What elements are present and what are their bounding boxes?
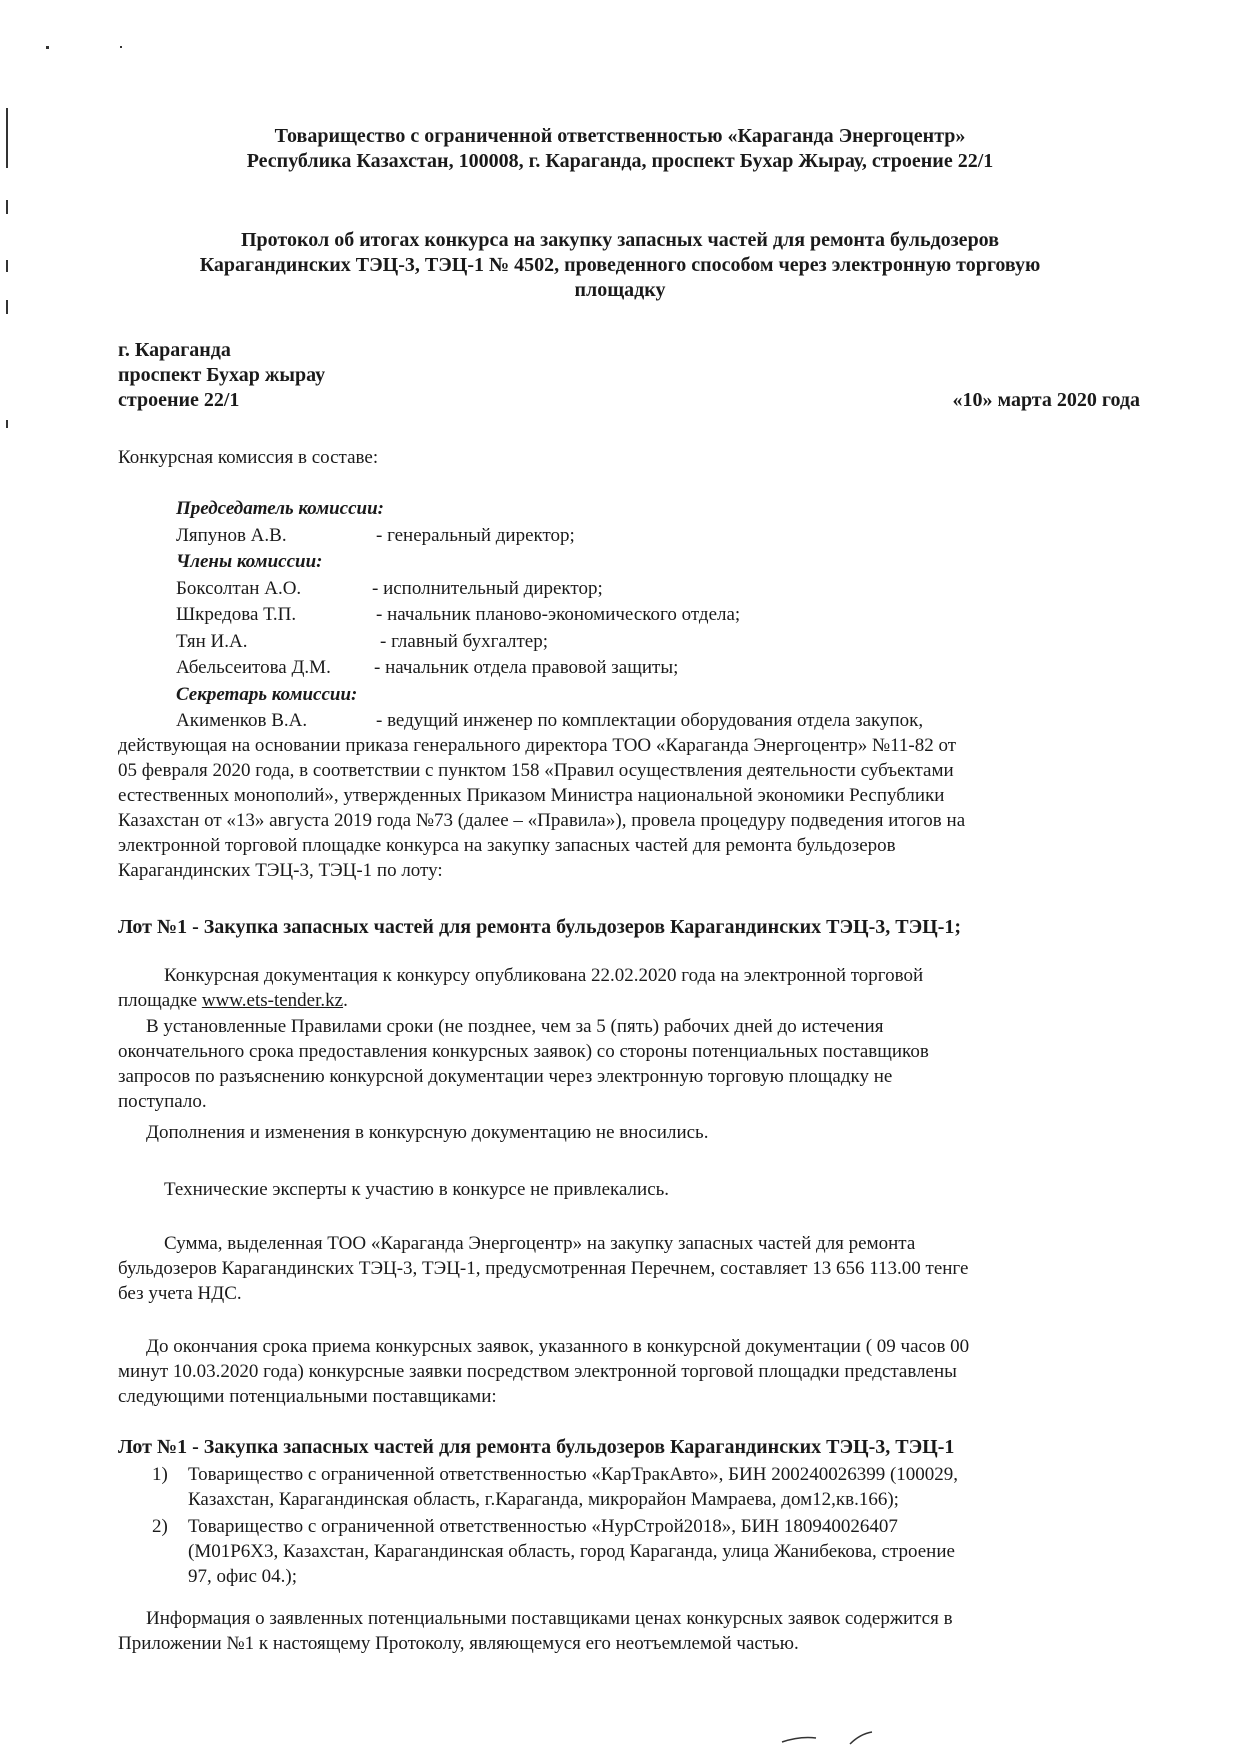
- text-line: Казахстан, Карагандинская область, г.Караганда, микрорайон Мамраева, дом12,кв.166);: [188, 1489, 899, 1510]
- member-role: - начальник планово-экономического отдела;: [376, 604, 741, 625]
- text-line: электронной торговой площадке конкурса на закупку запасных частей для ремонта бульдозеров: [118, 835, 896, 856]
- supplier-text: [188, 1462, 1158, 1512]
- commission-list: [176, 496, 1116, 735]
- text-line: следующими потенциальными поставщиками:: [118, 1386, 497, 1407]
- member-name: Абельсеитова Д.М.: [176, 657, 331, 678]
- chair-row: [176, 523, 1116, 550]
- text-line: До окончания срока приема конкурсных заявок, указанного в конкурсной документации ( 09 часов 00: [146, 1336, 970, 1357]
- supplier-item: [152, 1514, 1158, 1589]
- scan-mark: [6, 260, 8, 272]
- member-role: - ведущий инженер по комплектации оборудования отдела закупок,: [376, 710, 924, 731]
- member-role: - начальник отдела правовой защиты;: [374, 657, 679, 678]
- text-fragment: .: [343, 990, 348, 1011]
- member-row: [176, 602, 1116, 629]
- text-line: Казахстан от «13» августа 2019 года №73 (далее – «Правила»), провела процедуру подведения итогов на: [118, 810, 966, 831]
- text-line: Приложении №1 к настоящему Протоколу, являющемуся его неотъемлемой частью.: [118, 1633, 799, 1654]
- members-heading: Члены комиссии:: [176, 551, 323, 572]
- member-name: Акименков В.А.: [176, 710, 308, 731]
- text-line: Дополнения и изменения в конкурсную документацию не вносились.: [146, 1122, 709, 1143]
- text-line: запросов по разъяснению конкурсной документации через электронную торговую площадку не: [118, 1066, 893, 1087]
- scan-mark: [6, 108, 8, 168]
- org-address: Республика Казахстан, 100008, г. Караганда, проспект Бухар Жырау, строение 22/1: [246, 150, 994, 172]
- text-line: Сумма, выделенная ТОО «Караганда Энергоцентр» на закупку запасных частей для ремонта: [164, 1233, 916, 1254]
- secretary-heading: Секретарь комиссии:: [176, 683, 358, 705]
- text-line: поступало.: [118, 1091, 207, 1112]
- supplier-number: 2): [152, 1516, 168, 1537]
- text-line: 05 февраля 2020 года, в соответствии с пунктом 158 «Правил осуществления деятельности субъектами: [118, 760, 954, 781]
- scan-mark: [6, 300, 8, 314]
- member-name: Тян И.А.: [176, 630, 248, 652]
- supplier-text: [188, 1514, 1158, 1589]
- location-block: [118, 338, 518, 413]
- text-line: окончательного срока предоставления конкурсных заявок) со стороны потенциальных поставщиков: [118, 1041, 929, 1062]
- member-name: Боксолтан А.О.: [176, 577, 302, 599]
- member-role: - главный бухгалтер;: [380, 630, 548, 652]
- title-line: Протокол об итогах конкурса на закупку запасных частей для ремонта бульдозеров: [241, 229, 999, 251]
- text-line: Товарищество с ограниченной ответственностью «НурСтрой2018», БИН 180940026407: [188, 1516, 898, 1537]
- member-role: - генеральный директор;: [376, 524, 575, 546]
- scan-mark: [6, 420, 8, 428]
- scan-mark: [6, 200, 8, 214]
- member-role: - исполнительный директор;: [372, 577, 603, 599]
- location-building: строение 22/1: [118, 389, 240, 411]
- text-line: бульдозеров Карагандинских ТЭЦ-3, ТЭЦ-1, предусмотренная Перечнем, составляет 13 656 113.00 тенге: [118, 1258, 969, 1279]
- lot-heading-suppliers: Лот №1 - Закупка запасных частей для ремонта бульдозеров Карагандинских ТЭЦ-3, ТЭЦ-1: [118, 1436, 955, 1458]
- text-fragment: площадке: [118, 990, 202, 1011]
- commission-intro: Конкурсная комиссия в составе:: [118, 447, 379, 468]
- title-line: площадку: [574, 279, 666, 301]
- experts-paragraph: Технические эксперты к участию в конкурсе не привлекались.: [164, 1179, 670, 1200]
- title-line: Карагандинских ТЭЦ-3, ТЭЦ-1 № 4502, проведенного способом через электронную торговую: [199, 254, 1041, 276]
- amount-paragraph: [118, 1231, 1158, 1306]
- org-header: [120, 124, 1120, 174]
- text-line: минут 10.03.2020 года) конкурсные заявки посредством электронной торговой площадки представлены: [118, 1361, 957, 1382]
- supplier-number: 1): [152, 1464, 168, 1485]
- suppliers-list: [152, 1462, 1158, 1589]
- text-line: В установленные Правилами сроки (не позднее, чем за 5 (пять) рабочих дней до истечения: [146, 1016, 884, 1037]
- location-city: г. Караганда: [118, 339, 231, 361]
- text-line: Товарищество с ограниченной ответственностью «КарТракАвто», БИН 200240026399 (100029,: [188, 1464, 959, 1485]
- location-street: проспект Бухар жырау: [118, 364, 326, 386]
- chair-heading: Председатель комиссии:: [176, 498, 384, 519]
- member-name: Шкредова Т.П.: [176, 604, 297, 625]
- member-row: [176, 629, 1116, 656]
- member-name: Ляпунов А.В.: [176, 524, 287, 546]
- text-line: Информация о заявленных потенциальными поставщиками ценах конкурсных заявок содержится в: [146, 1608, 953, 1629]
- info-paragraph: [118, 1606, 1158, 1656]
- text-line: Конкурсная документация к конкурсу опубликована 22.02.2020 года на электронной торговой: [164, 965, 924, 986]
- secretary-row: [176, 708, 1116, 735]
- member-row: [176, 655, 1116, 682]
- text-line: Карагандинских ТЭЦ-3, ТЭЦ-1 по лоту:: [118, 860, 443, 881]
- supplier-item: [152, 1462, 1158, 1512]
- scan-mark: [46, 46, 49, 49]
- published-paragraph: [118, 963, 1158, 1013]
- text-line: естественных монополий», утвержденных Приказом Министра национальной экономики Республики: [118, 785, 945, 806]
- scan-mark: [120, 46, 122, 48]
- basis-paragraph: [118, 733, 1158, 883]
- ets-tender-link[interactable]: www.ets-tender.kz: [201, 990, 344, 1011]
- text-line: без учета НДС.: [118, 1283, 242, 1304]
- deadline-paragraph: [118, 1334, 1158, 1409]
- protocol-title: [120, 228, 1120, 303]
- text-line: 97, офис 04.);: [188, 1566, 298, 1587]
- signature-mark: [780, 1728, 900, 1748]
- clarifications-paragraph: [118, 1014, 1158, 1145]
- document-date: «10» марта 2020 года: [952, 389, 1140, 411]
- text-line: действующая на основании приказа генерального директора ТОО «Караганда Энергоцентр» №11-82 от: [118, 735, 957, 756]
- lot-heading: Лот №1 - Закупка запасных частей для ремонта бульдозеров Карагандинских ТЭЦ-3, ТЭЦ-1;: [118, 916, 962, 938]
- text-line: [118, 988, 1158, 1013]
- org-name: Товарищество с ограниченной ответственностью «Караганда Энергоцентр»: [274, 125, 966, 147]
- text-line: (M01P6X3, Казахстан, Карагандинская область, город Караганда, улица Жанибекова, строение: [188, 1541, 955, 1562]
- member-row: [176, 576, 1116, 603]
